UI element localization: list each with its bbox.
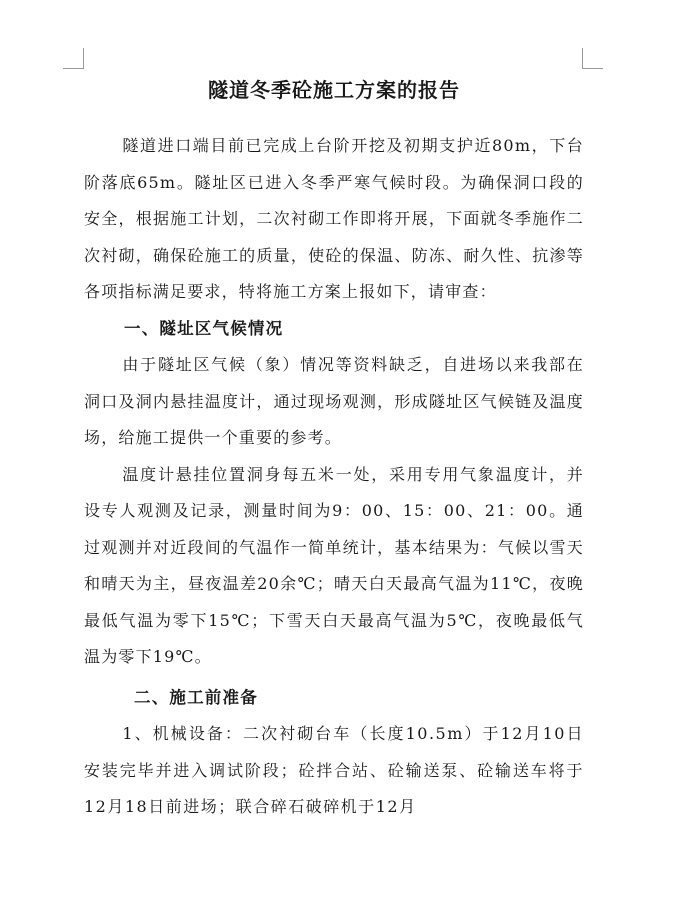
page-corner-mark-top-left — [63, 48, 84, 69]
page-corner-mark-top-right — [582, 48, 603, 69]
section-1-heading: 一、隧址区气候情况 — [124, 318, 284, 338]
section-2-paragraph-1: 1、机械设备：二次衬砌台车（长度10.5m）于12月10日安装完毕并进入调试阶段；砼拌合站、砼输送泵、砼输送车将于12月18日前进场；联合碎石破碎机于12月 — [84, 724, 584, 816]
intro-paragraph: 隧道进口端目前已完成上台阶开挖及初期支护近80m，下台阶落底65m。隧址区已进入冬季严寒气候时段。为确保洞口段的安全，根据施工计划，二次衬砌工作即将开展，下面就冬季施作二次衬砌，确保砼施工的质量，使砼的保温、防冻、耐久性、抗渗等各项指标满足要求，特将施工方案上报如下，请审查： — [84, 136, 584, 301]
section-2-heading: 二、施工前准备 — [134, 687, 258, 707]
section-1-paragraph-2: 温度计悬挂位置洞身每五米一处，采用专用气象温度计，并设专人观测及记录，测量时间为9：00、15：00、21：00。通过观测并对近段间的气温作一简单统计，基本结果为：气候以雪天和晴天为主，昼夜温差20余℃；晴天白天最高气温为11℃，夜晚最低气温为零下15℃；下雪天白天最高气温为5℃，夜晚最低气温为零下19℃。 — [84, 464, 584, 666]
section-1-paragraph-1: 由于隧址区气候（象）情况等资料缺乏，自进场以来我部在洞口及洞内悬挂温度计，通过现场观测，形成隧址区气候链及温度场，给施工提供一个重要的参考。 — [84, 355, 584, 447]
document-title: 隧道冬季砼施工方案的报告 — [208, 78, 460, 102]
document-page — [84, 70, 584, 826]
